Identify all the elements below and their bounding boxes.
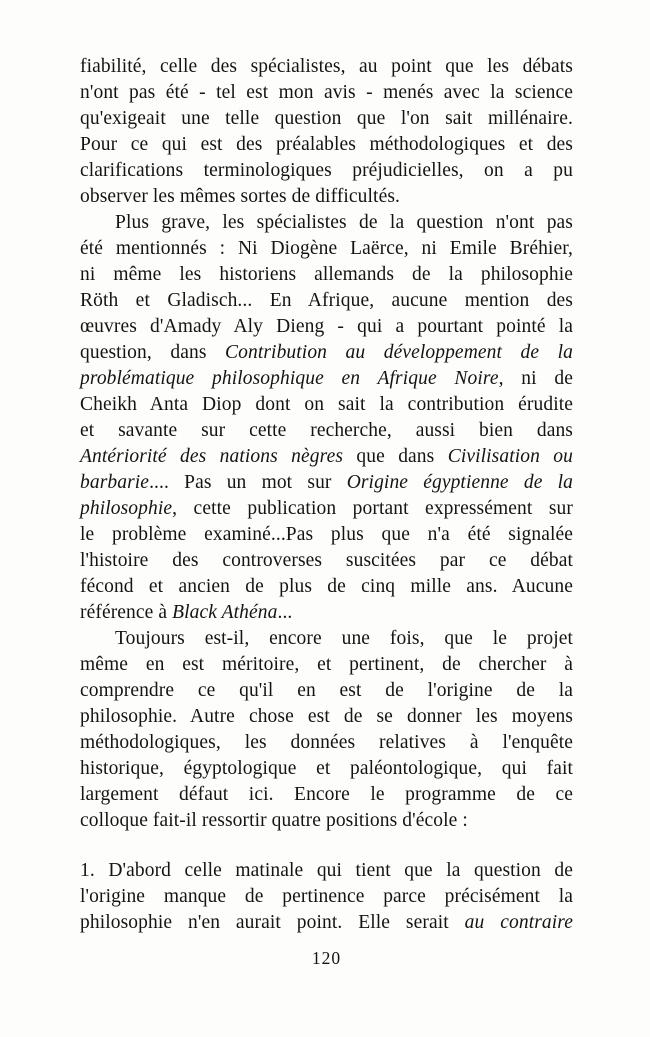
text-line: [80, 626, 573, 652]
text-line: [80, 808, 573, 834]
text-run: fiabilité, celle des spécialistes, au point que les débats: [80, 56, 573, 77]
text-run: Cheikh Anta Diop dont on sait la contribution érudite: [80, 394, 573, 415]
text-run: le problème examiné...Pas plus que n'a été signalée: [80, 524, 573, 545]
text-run: , ni de: [498, 368, 573, 389]
text-line: [80, 418, 573, 444]
text-run: philosophie. Autre chose est de se donner les moyens: [80, 706, 573, 727]
text-line: [80, 782, 573, 808]
page-number: 120: [311, 948, 342, 968]
text-line: [80, 158, 573, 184]
text-run: et savante sur cette recherche, aussi bien dans: [80, 420, 573, 441]
text-run: n'ont pas été - tel est mon avis - menés avec la science: [80, 82, 573, 103]
text-run: au contraire: [464, 912, 573, 933]
paragraph: [80, 54, 573, 210]
text-run: philosophie n'en aurait point. Elle serait: [80, 912, 465, 933]
text-line: [80, 314, 573, 340]
text-line: [80, 340, 573, 366]
text-line: [80, 288, 573, 314]
text-line: [80, 444, 573, 470]
text-run: Plus grave, les spécialistes de la question n'ont pas: [115, 212, 573, 233]
text-line: [80, 522, 573, 548]
text-line: [80, 262, 573, 288]
text-run: Origine égyptienne de la: [346, 472, 573, 493]
text-line: [80, 574, 573, 600]
text-run: 1. D'abord celle matinale qui tient que la question de: [80, 860, 573, 881]
text-run: observer les mêmes sortes de difficultés.: [80, 186, 400, 207]
text-line: [80, 470, 573, 496]
text-line: [80, 884, 573, 910]
text-run: historique, égyptologique et paléontologique, qui fait: [80, 758, 573, 779]
text-run: Pour ce qui est des préalables méthodologiques et des: [80, 134, 573, 155]
text-run: question, dans: [80, 342, 226, 363]
text-line: [80, 496, 573, 522]
text-line: [80, 392, 573, 418]
text-run: Toujours est-il, encore une fois, que le projet: [115, 628, 573, 649]
paragraph: [80, 858, 573, 936]
text-line: [80, 210, 573, 236]
text-run: œuvres d'Amady Aly Dieng - qui a pourtant pointé la: [80, 316, 573, 337]
text-run: .... Pas un mot sur: [149, 472, 347, 493]
text-run: largement défaut ici. Encore le programme de ce: [80, 784, 573, 805]
text-line: [80, 106, 573, 132]
text-run: , cette publication portant expressément sur: [172, 498, 573, 519]
text-run: que dans: [343, 446, 448, 467]
paragraph: [80, 210, 573, 626]
text-line: [80, 858, 573, 884]
text-line: [80, 236, 573, 262]
text-line: [80, 730, 573, 756]
text-run: même en est méritoire, et pertinent, de chercher à: [80, 654, 573, 675]
text-line: [80, 184, 573, 210]
text-line: [80, 54, 573, 80]
text-run: qu'exigeait une telle question que l'on sait millénaire.: [80, 108, 573, 129]
text-run: été mentionnés : Ni Diogène Laërce, ni Emile Bréhier,: [80, 238, 573, 259]
text-run: ni même les historiens allemands de la philosophie: [80, 264, 573, 285]
text-line: [80, 600, 573, 626]
text-line: [80, 910, 573, 936]
text-run: Contribution au développement de la: [225, 342, 574, 363]
text-block: [80, 54, 573, 936]
text-run: Röth et Gladisch... En Afrique, aucune mention des: [80, 290, 573, 311]
text-run: fécond et ancien de plus de cinq mille ans. Aucune: [80, 576, 573, 597]
text-line: [80, 548, 573, 574]
text-line: [80, 652, 573, 678]
text-run: méthodologiques, les données relatives à l'enquête: [80, 732, 573, 753]
text-run: barbarie: [80, 472, 150, 493]
paragraph: [80, 626, 573, 834]
text-line: [80, 366, 573, 392]
text-run: comprendre ce qu'il en est de l'origine de la: [80, 680, 573, 701]
text-line: [80, 132, 573, 158]
text-line: [80, 678, 573, 704]
text-run: clarifications terminologiques préjudicielles, on a pu: [80, 160, 573, 181]
text-line: [80, 704, 573, 730]
text-run: problématique philosophique en Afrique Noire: [80, 368, 499, 389]
text-line: [80, 756, 573, 782]
text-run: colloque fait-il ressortir quatre positions d'école :: [80, 810, 468, 831]
text-run: référence à: [80, 602, 173, 623]
text-run: l'origine manque de pertinence parce précisément la: [80, 886, 573, 907]
text-run: Black Athéna: [172, 602, 278, 623]
text-run: ...: [277, 602, 293, 623]
text-run: Civilisation ou: [447, 446, 573, 467]
text-run: philosophie: [80, 498, 173, 519]
text-line: [80, 80, 573, 106]
text-run: Antériorité des nations nègres: [80, 446, 344, 467]
text-run: l'histoire des controverses suscitées par ce débat: [80, 550, 573, 571]
